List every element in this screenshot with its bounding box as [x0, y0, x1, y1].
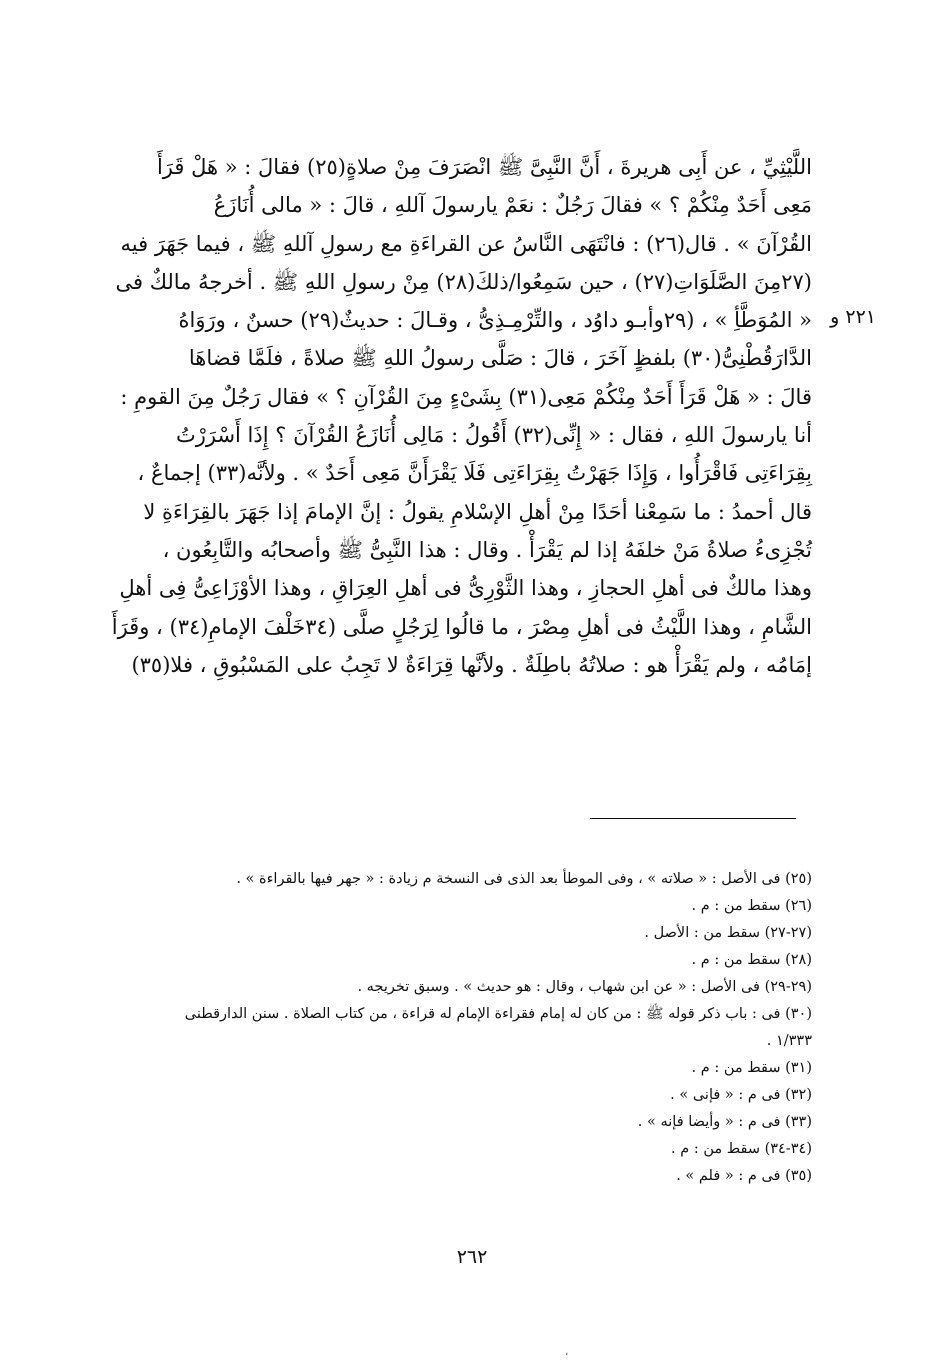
main-body-text [111, 148, 812, 684]
footnote-item: (٢٥) فى الأصل : « صلاته » ، وفى الموطأ بعد الذى فى النسخة م زيادة : « جهر فيها بالقراءة » . [236, 871, 812, 887]
text-line: مَعِى أَحَدٌ مِنْكُمْ ؟ » فقالَ رَجُلٌ : نعَمْ يارسولَ آللهِ ، قالَ : « مالى أُنَازَعُ [213, 193, 812, 218]
page-number: ٢٦٢ [456, 1246, 488, 1268]
footnotes-section [100, 866, 812, 1190]
text-line: وهذا مالكٌ فى أهلِ الحجازِ ، وهذا الثَّوْرِىُّ فى أهلِ العِرَاقِ ، وهذا الأوْزَاعِىُّ فِى أهلِ [119, 576, 812, 601]
footnote-item: (٢٩-٢٩) فى الأصل : « عن ابن شهاب ، وقال : هو حديث » . وسبق تخريجه . [357, 979, 812, 995]
footnote-item: (٣٢) فى م : « فإنى » . [670, 1087, 812, 1103]
footnote-item: (٣٠) فى : باب ذكر قوله ﷺ : من كان له إمام فقراءة الإمام له قراءة ، من كتاب الصلاة . سنن الدارقطنى [184, 1006, 812, 1022]
footnote-item: (٢٨) سقط من : م . [691, 952, 812, 968]
footnote-item: (٢٦) سقط من : م . [691, 898, 812, 914]
text-line: القُرْآنَ » . قال(٢٦) : فانْتَهَى النَّاسُ عن القراءَةِ مع رسولِ آللهِ ﷺ ، فيما جَهَرَ فيه [120, 231, 812, 256]
margin-folio-note: ٢٢١ و [830, 306, 876, 328]
footnote-item: (٣٣) فى م : « وأيضا فإنه » . [637, 1114, 812, 1130]
footnote-item: ١/٣٣٣ . [766, 1033, 812, 1049]
text-line: قالَ : « هَلْ قَرَأَ أَحَدٌ مِنْكُمْ مَعِى(٣١) بِشَىْءٍ مِنَ القُرْآنِ ؟ » فقال رَجُلٌ مِنَ القومِ : [120, 384, 812, 409]
text-line: « المُوَطَّأِ » ، (٢٩وأبـو داوُد ، والتِّرْمِـذِىُّ ، وقـالَ : حديثٌ(٢٩) حسنٌ ، ورَوَاهُ [178, 308, 812, 333]
footnote-divider [590, 818, 796, 819]
footnote-item: (٣٤-٣٤) سقط من : م . [671, 1141, 812, 1157]
text-line: (٢٧مِنَ الصَّلَوَاتِ(٢٧) ، حين سَمِعُوا/ذلكَ(٢٨) مِنْ رسولِ اللهِ ﷺ . أخرجهُ مالكٌ فى [115, 269, 812, 294]
text-line: إمَامُه ، ولم يَقْرَأْ هو : صلاتُهُ باطِلَةٌ . ولأنَّها قِرَاءَةٌ لا تَجِبُ على المَسْبُوقِ ، فلا(٣٥) [131, 652, 812, 677]
text-line: أنا يارسولَ اللهِ ، فقال : « إِنِّى(٣٢) أَقُولُ : مَالِى أُنَازَعُ القُرْآنَ ؟ إِذَا أَسْرَرْتُ [175, 423, 812, 448]
footnote-item: (٢٧-٢٧) سقط من : الأصل . [644, 925, 812, 941]
text-line: تُجْزِىءُ صلاةُ مَنْ خلفَهُ إذا لم يَقْرَأْ . وقال : هذا النَّبِىُّ ﷺ وأصحابُه والتَّابِعُون ، [162, 537, 812, 562]
bottom-mark: ، [565, 1347, 569, 1358]
footnote-item: (٣١) سقط من : م . [691, 1060, 812, 1076]
text-line: الدَّارَقُطْنِىُّ(٣٠) بلفظٍ آخَرَ ، قالَ : صَلَّى رسولُ اللهِ ﷺ صلاةً ، فلَمَّا قضاهَا [188, 346, 812, 371]
text-line: قال أحمدُ : ما سَمِعْنا أحَدًا مِنْ أهلِ الإسْلامِ يقولُ : إنَّ الإمامَ إذا جَهَرَ بالقِرَاءَةِ لا [143, 499, 812, 524]
text-line: بِقِرَاءَتِى فَاقْرَأُوا ، وَإِذَا جَهَرْتُ بِقِرَاءَتِى فَلَا يَقْرَأَنَّ مَعِى أَحَدٌ » . ولأنَّه(٣٣) إجماعٌ ، [137, 461, 812, 486]
text-line: الشَّامِ ، وهذا اللَّيْثُ فى أهلِ مِصْرَ ، ما قالُوا لِرَجُلٍ صلَّى (٣٤خَلْفَ الإمامِ(٣٤) ، وقَرَأَ [111, 614, 812, 639]
text-line: اللَّيْثِيِّ ، عن أَبِى هريرةَ ، أَنَّ النَّبِىَّ ﷺ انْصَرَفَ مِنْ صلاةٍ(٢٥) فقالَ : « هَلْ قَرَأَ [156, 155, 812, 179]
footnote-item: (٣٥) فى م : « فلم » . [676, 1168, 812, 1184]
